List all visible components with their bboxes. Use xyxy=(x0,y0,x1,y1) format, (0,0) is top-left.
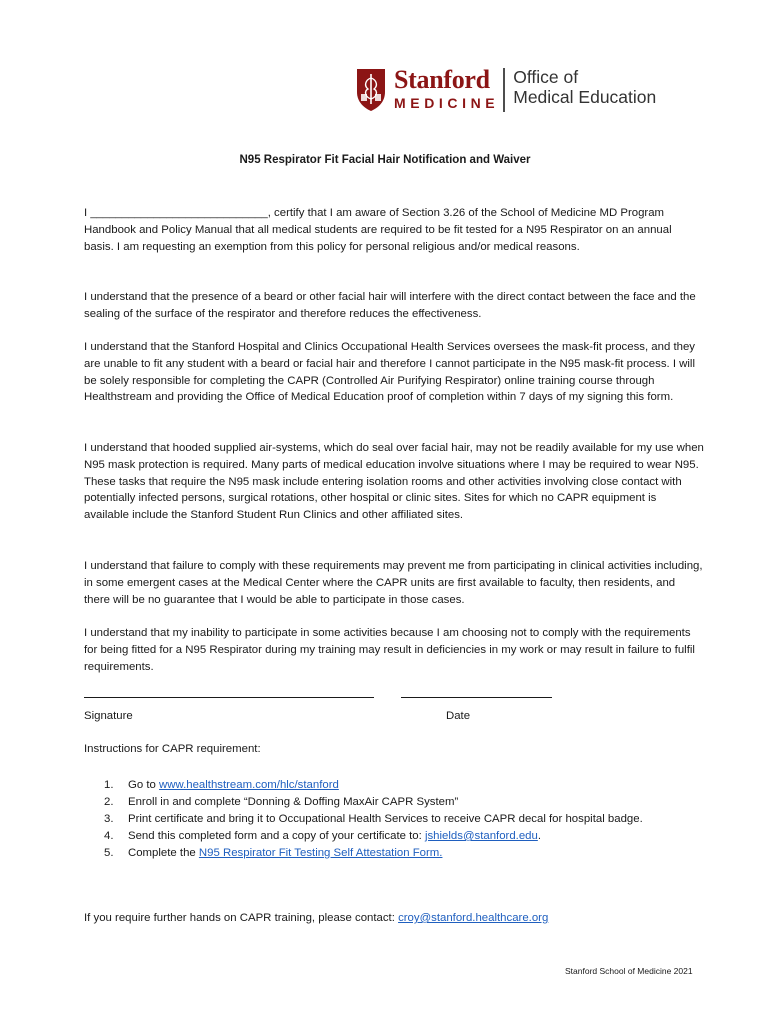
stanford-shield-icon xyxy=(356,68,386,112)
brand-subtitle: MEDICINE xyxy=(394,95,500,111)
list-item: 4. Send this completed form and a copy of your certificate to: jshields@stanford.edu. xyxy=(104,830,542,842)
footer-text: Stanford School of Medicine 2021 xyxy=(565,966,693,976)
instructions-list xyxy=(104,777,643,862)
office-line-2: Medical Education xyxy=(513,87,657,107)
list-item: 3. Print certificate and bring it to Occupational Health Services to receive CAPR decal for hospital badge. xyxy=(104,813,643,825)
paragraph-facial-hair: I understand that the presence of a beard or other facial hair will interfere with the direct contact between the face and the sealing of the surface of the respirator and therefore reduces the effectiveness. xyxy=(84,291,696,320)
brand-name: Stanford xyxy=(394,65,490,94)
list-item: 1. Go to www.healthstream.com/hlc/stanford xyxy=(104,779,339,791)
list-item: 5. Complete the N95 Respirator Fit Testing Self Attestation Form. xyxy=(104,847,443,859)
contact-line: If you require further hands on CAPR training, please contact: croy@stanford.healthcare.org xyxy=(84,912,549,924)
paragraph-inability: I understand that my inability to participate in some activities because I am choosing not to comply with the requirements for being fitted for a N95 Respirator during my training may result in deficiencies in my work or may result in failure to fulfil requirements. xyxy=(84,627,695,673)
attestation-form-link[interactable]: N95 Respirator Fit Testing Self Attestation Form. xyxy=(198,847,443,859)
list-item: 2. Enroll in and complete “Donning & Doffing MaxAir CAPR System” xyxy=(104,796,459,808)
instructions-heading: Instructions for CAPR requirement: xyxy=(84,743,261,755)
date-label: Date xyxy=(446,710,471,722)
signature-line[interactable] xyxy=(84,697,374,698)
office-line-1: Office of xyxy=(513,67,579,87)
logo-divider xyxy=(503,68,505,112)
paragraph-certify: I ____________________________, certify that I am aware of Section 3.26 of the School of Medicine MD Program Handbook and Policy Manual that all medical students are required to be fit tested for a N95 Respirator on an annual basis. I am requesting an exemption from this policy for personal religious and/or medical reasons. xyxy=(84,207,672,253)
jshields-email-link[interactable]: jshields@stanford.edu xyxy=(424,830,538,842)
document-title: N95 Respirator Fit Facial Hair Notification and Waiver xyxy=(239,154,531,166)
date-line[interactable] xyxy=(401,697,552,698)
healthstream-link[interactable]: www.healthstream.com/hlc/stanford xyxy=(159,779,339,791)
stanford-medicine-logo xyxy=(356,66,656,116)
paragraph-hooded-systems: I understand that hooded supplied air-systems, which do seal over facial hair, may not be readily available for my use when N95 mask protection is required. Many parts of medical education involve situations where I may be required to wear N95. These tasks that require the N95 mask include entering isolation rooms and other activities involving close contact with potentially infected persons, surgical rotations, other hospital or clinic sites. Sites for which no CAPR equipment is available include the Stanford Student Run Clinics and other affiliated sites. xyxy=(84,442,704,522)
office-name xyxy=(513,67,656,107)
signature-label: Signature xyxy=(84,710,133,722)
paragraph-mask-fit: I understand that the Stanford Hospital and Clinics Occupational Health Services oversees the mask-fit process, and they are unable to fit any student with a beard or facial hair and therefore I cannot participate in the N95 mask-fit process. I will be solely responsible for completing the CAPR (Controlled Air Purifying Respirator) online training course through Healthstream and providing the Office of Medical Education proof of completion within 7 days of my signing this form. xyxy=(84,341,695,404)
paragraph-failure: I understand that failure to comply with these requirements may prevent me from participating in clinical activities including, in some emergent cases at the Medical Center where the CAPR units are first available to faculty, then residents, and there will be no guarantee that I would be able to participate in those cases. xyxy=(84,560,703,606)
croy-email-link[interactable]: croy@stanford.healthcare.org xyxy=(398,912,549,924)
